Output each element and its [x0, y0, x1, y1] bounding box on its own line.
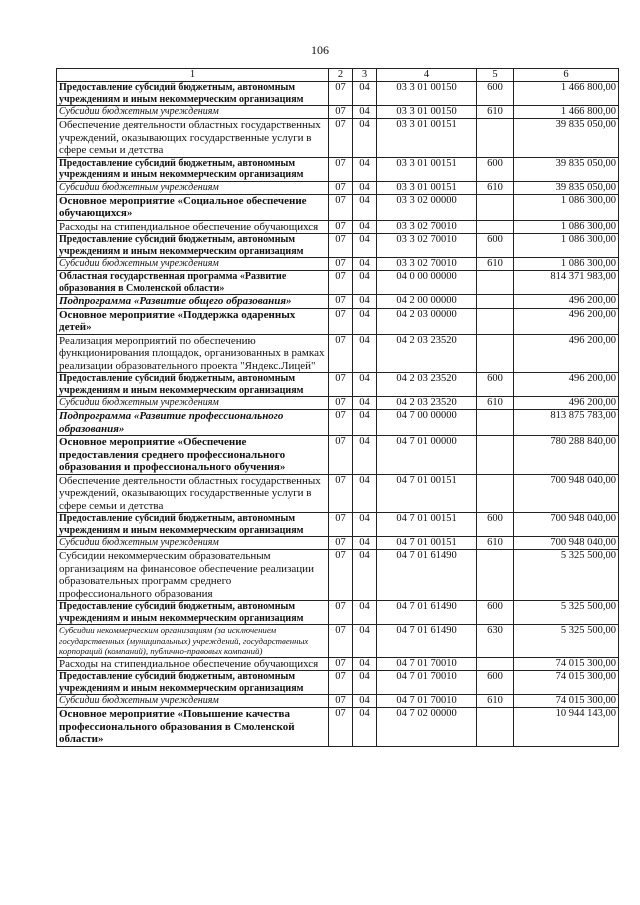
- row-section: 07: [329, 397, 353, 410]
- row-section: 07: [329, 671, 353, 695]
- row-expense-type: [477, 194, 514, 220]
- row-expense-type: [477, 657, 514, 671]
- row-section: 07: [329, 220, 353, 234]
- row-target-code: 03 3 01 00150: [377, 106, 477, 119]
- row-section: 07: [329, 271, 353, 295]
- row-target-code: 03 3 02 00000: [377, 194, 477, 220]
- row-name: Предоставление субсидий бюджетным, автономным учреждениям и иным некоммерческим организациям: [57, 671, 329, 695]
- row-subsection: 04: [353, 234, 377, 258]
- table-row: [57, 550, 619, 601]
- row-subsection: 04: [353, 82, 377, 106]
- row-subsection: 04: [353, 220, 377, 234]
- row-section: 07: [329, 106, 353, 119]
- column-header: 4: [377, 69, 477, 82]
- row-section: 07: [329, 410, 353, 436]
- table-row: [57, 258, 619, 271]
- table-row: [57, 513, 619, 537]
- row-subsection: 04: [353, 513, 377, 537]
- row-name: Расходы на стипендиальное обеспечение обучающихся: [57, 657, 329, 671]
- row-name: Субсидии бюджетным учреждениям: [57, 537, 329, 550]
- row-amount: 5 325 500,00: [514, 601, 619, 625]
- row-amount: 1 086 300,00: [514, 220, 619, 234]
- row-target-code: 04 2 03 23520: [377, 397, 477, 410]
- row-name: Субсидии бюджетным учреждениям: [57, 695, 329, 708]
- row-subsection: 04: [353, 657, 377, 671]
- row-target-code: 04 2 03 00000: [377, 308, 477, 334]
- row-target-code: 04 7 01 61490: [377, 601, 477, 625]
- row-target-code: 04 2 03 23520: [377, 373, 477, 397]
- row-expense-type: 600: [477, 157, 514, 181]
- row-target-code: 04 7 01 70010: [377, 657, 477, 671]
- row-section: 07: [329, 537, 353, 550]
- row-subsection: 04: [353, 157, 377, 181]
- row-section: 07: [329, 625, 353, 658]
- row-target-code: 04 2 00 00000: [377, 295, 477, 309]
- row-target-code: 03 3 01 00151: [377, 157, 477, 181]
- row-section: 07: [329, 601, 353, 625]
- row-amount: 1 086 300,00: [514, 194, 619, 220]
- row-expense-type: 610: [477, 397, 514, 410]
- row-amount: 74 015 300,00: [514, 695, 619, 708]
- row-subsection: 04: [353, 373, 377, 397]
- row-target-code: 04 7 01 70010: [377, 671, 477, 695]
- row-expense-type: 610: [477, 181, 514, 194]
- row-amount: 813 875 783,00: [514, 410, 619, 436]
- row-expense-type: 600: [477, 513, 514, 537]
- row-amount: 1 086 300,00: [514, 234, 619, 258]
- row-section: 07: [329, 513, 353, 537]
- row-amount: 1 086 300,00: [514, 258, 619, 271]
- row-amount: 5 325 500,00: [514, 550, 619, 601]
- row-expense-type: [477, 474, 514, 513]
- row-amount: 780 288 840,00: [514, 436, 619, 475]
- row-expense-type: 630: [477, 625, 514, 658]
- row-name: Субсидии бюджетным учреждениям: [57, 106, 329, 119]
- row-section: 07: [329, 234, 353, 258]
- row-target-code: 04 7 01 61490: [377, 550, 477, 601]
- row-target-code: 03 3 02 70010: [377, 234, 477, 258]
- table-row: [57, 106, 619, 119]
- row-amount: 39 835 050,00: [514, 119, 619, 158]
- row-name: Субсидии некоммерческим образовательным организациям на финансовое обеспечение реализации образовательных программ среднего профессионального образования: [57, 550, 329, 601]
- row-section: 07: [329, 258, 353, 271]
- row-name: Субсидии бюджетным учреждениям: [57, 397, 329, 410]
- row-section: 07: [329, 295, 353, 309]
- row-subsection: 04: [353, 695, 377, 708]
- row-subsection: 04: [353, 410, 377, 436]
- table-row: [57, 671, 619, 695]
- row-name: Предоставление субсидий бюджетным, автономным учреждениям и иным некоммерческим организациям: [57, 234, 329, 258]
- table-row: [57, 625, 619, 658]
- table-row: [57, 397, 619, 410]
- row-section: 07: [329, 119, 353, 158]
- row-name: Подпрограмма «Развитие профессионального образования»: [57, 410, 329, 436]
- row-section: 07: [329, 373, 353, 397]
- row-subsection: 04: [353, 106, 377, 119]
- row-name: Основное мероприятие «Социальное обеспечение обучающихся»: [57, 194, 329, 220]
- row-target-code: 03 3 02 70010: [377, 220, 477, 234]
- row-amount: 5 325 500,00: [514, 625, 619, 658]
- row-expense-type: 610: [477, 258, 514, 271]
- row-subsection: 04: [353, 671, 377, 695]
- row-amount: 74 015 300,00: [514, 657, 619, 671]
- row-subsection: 04: [353, 181, 377, 194]
- row-target-code: 03 3 01 00151: [377, 181, 477, 194]
- table-row: [57, 695, 619, 708]
- budget-table-body: [57, 69, 619, 747]
- table-row: [57, 410, 619, 436]
- row-expense-type: [477, 708, 514, 747]
- row-name: Предоставление субсидий бюджетным, автономным учреждениям и иным некоммерческим организациям: [57, 157, 329, 181]
- table-row: [57, 234, 619, 258]
- row-section: 07: [329, 474, 353, 513]
- table-row: [57, 194, 619, 220]
- row-target-code: 04 7 01 61490: [377, 625, 477, 658]
- row-expense-type: [477, 271, 514, 295]
- row-expense-type: 600: [477, 373, 514, 397]
- column-header: 3: [353, 69, 377, 82]
- row-name: Субсидии некоммерческим организациям (за исключением государственных (муниципальных) учреждений, государственных корпораций (компаний), публично-правовых компаний): [57, 625, 329, 658]
- row-target-code: 04 7 01 00151: [377, 474, 477, 513]
- row-expense-type: 600: [477, 82, 514, 106]
- column-header: 5: [477, 69, 514, 82]
- row-subsection: 04: [353, 334, 377, 373]
- row-subsection: 04: [353, 625, 377, 658]
- row-section: 07: [329, 550, 353, 601]
- row-subsection: 04: [353, 258, 377, 271]
- row-section: 07: [329, 194, 353, 220]
- row-section: 07: [329, 308, 353, 334]
- row-amount: 496 200,00: [514, 397, 619, 410]
- row-amount: 496 200,00: [514, 334, 619, 373]
- table-row: [57, 601, 619, 625]
- row-target-code: 04 7 00 00000: [377, 410, 477, 436]
- row-name: Основное мероприятие «Поддержка одаренных детей»: [57, 308, 329, 334]
- row-subsection: 04: [353, 550, 377, 601]
- table-row: [57, 181, 619, 194]
- row-name: Реализация мероприятий по обеспечению функционирования площадок, организованных в рамках реализации образовательного проекта "Яндекс.Лицей": [57, 334, 329, 373]
- table-row: [57, 334, 619, 373]
- table-row: [57, 537, 619, 550]
- row-amount: 10 944 143,00: [514, 708, 619, 747]
- row-expense-type: [477, 334, 514, 373]
- row-amount: 700 948 040,00: [514, 513, 619, 537]
- table-row: [57, 119, 619, 158]
- row-amount: 496 200,00: [514, 373, 619, 397]
- row-target-code: 04 7 02 00000: [377, 708, 477, 747]
- row-name: Подпрограмма «Развитие общего образования»: [57, 295, 329, 309]
- table-row: [57, 157, 619, 181]
- row-amount: 496 200,00: [514, 308, 619, 334]
- row-name: Основное мероприятие «Повышение качества профессионального образования в Смоленской области»: [57, 708, 329, 747]
- row-name: Предоставление субсидий бюджетным, автономным учреждениям и иным некоммерческим организациям: [57, 513, 329, 537]
- row-subsection: 04: [353, 474, 377, 513]
- page-number: 106: [311, 43, 329, 57]
- row-subsection: 04: [353, 708, 377, 747]
- table-row: [57, 373, 619, 397]
- row-amount: 1 466 800,00: [514, 106, 619, 119]
- table-row: [57, 474, 619, 513]
- column-header: 2: [329, 69, 353, 82]
- row-subsection: 04: [353, 436, 377, 475]
- table-row: [57, 708, 619, 747]
- row-subsection: 04: [353, 271, 377, 295]
- row-amount: 39 835 050,00: [514, 157, 619, 181]
- row-expense-type: 600: [477, 601, 514, 625]
- row-expense-type: 600: [477, 234, 514, 258]
- row-section: 07: [329, 708, 353, 747]
- row-expense-type: [477, 436, 514, 475]
- column-header-row: [57, 69, 619, 82]
- row-section: 07: [329, 695, 353, 708]
- row-target-code: 03 3 01 00150: [377, 82, 477, 106]
- row-name: Расходы на стипендиальное обеспечение обучающихся: [57, 220, 329, 234]
- row-name: Предоставление субсидий бюджетным, автономным учреждениям и иным некоммерческим организациям: [57, 82, 329, 106]
- row-amount: 496 200,00: [514, 295, 619, 309]
- row-subsection: 04: [353, 397, 377, 410]
- row-name: Предоставление субсидий бюджетным, автономным учреждениям и иным некоммерческим организациям: [57, 601, 329, 625]
- row-section: 07: [329, 436, 353, 475]
- row-subsection: 04: [353, 295, 377, 309]
- column-header: 1: [57, 69, 329, 82]
- row-expense-type: [477, 220, 514, 234]
- row-expense-type: 600: [477, 671, 514, 695]
- row-subsection: 04: [353, 194, 377, 220]
- row-amount: 700 948 040,00: [514, 474, 619, 513]
- row-name: Обеспечение деятельности областных государственных учреждений, оказывающих государственные услуги в сфере семьи и детства: [57, 474, 329, 513]
- row-subsection: 04: [353, 537, 377, 550]
- row-section: 07: [329, 82, 353, 106]
- row-expense-type: [477, 410, 514, 436]
- row-expense-type: [477, 550, 514, 601]
- row-expense-type: 610: [477, 695, 514, 708]
- row-subsection: 04: [353, 119, 377, 158]
- row-name: Обеспечение деятельности областных государственных учреждений, оказывающих государственные услуги в сфере семьи и детства: [57, 119, 329, 158]
- row-target-code: 04 0 00 00000: [377, 271, 477, 295]
- table-row: [57, 436, 619, 475]
- row-name: Основное мероприятие «Обеспечение предоставления среднего профессионального образования и профессионального обучения»: [57, 436, 329, 475]
- row-name: Предоставление субсидий бюджетным, автономным учреждениям и иным некоммерческим организациям: [57, 373, 329, 397]
- row-target-code: 04 7 01 00151: [377, 537, 477, 550]
- table-row: [57, 82, 619, 106]
- table-row: [57, 308, 619, 334]
- row-target-code: 04 2 03 23520: [377, 334, 477, 373]
- table-row: [57, 657, 619, 671]
- row-name: Субсидии бюджетным учреждениям: [57, 258, 329, 271]
- row-expense-type: [477, 295, 514, 309]
- row-target-code: 04 7 01 00000: [377, 436, 477, 475]
- row-section: 07: [329, 334, 353, 373]
- table-row: [57, 271, 619, 295]
- row-expense-type: [477, 308, 514, 334]
- row-amount: 39 835 050,00: [514, 181, 619, 194]
- row-amount: 74 015 300,00: [514, 671, 619, 695]
- row-name: Субсидии бюджетным учреждениям: [57, 181, 329, 194]
- column-header: 6: [514, 69, 619, 82]
- row-section: 07: [329, 181, 353, 194]
- table-row: [57, 295, 619, 309]
- row-amount: 1 466 800,00: [514, 82, 619, 106]
- row-name: Областная государственная программа «Развитие образования в Смоленской области»: [57, 271, 329, 295]
- row-target-code: 04 7 01 70010: [377, 695, 477, 708]
- row-target-code: 04 7 01 00151: [377, 513, 477, 537]
- row-section: 07: [329, 657, 353, 671]
- budget-table: [56, 68, 619, 747]
- row-target-code: 03 3 02 70010: [377, 258, 477, 271]
- row-subsection: 04: [353, 308, 377, 334]
- row-expense-type: 610: [477, 537, 514, 550]
- row-amount: 814 371 983,00: [514, 271, 619, 295]
- row-expense-type: [477, 119, 514, 158]
- row-subsection: 04: [353, 601, 377, 625]
- table-row: [57, 220, 619, 234]
- row-amount: 700 948 040,00: [514, 537, 619, 550]
- row-expense-type: 610: [477, 106, 514, 119]
- row-section: 07: [329, 157, 353, 181]
- row-target-code: 03 3 01 00151: [377, 119, 477, 158]
